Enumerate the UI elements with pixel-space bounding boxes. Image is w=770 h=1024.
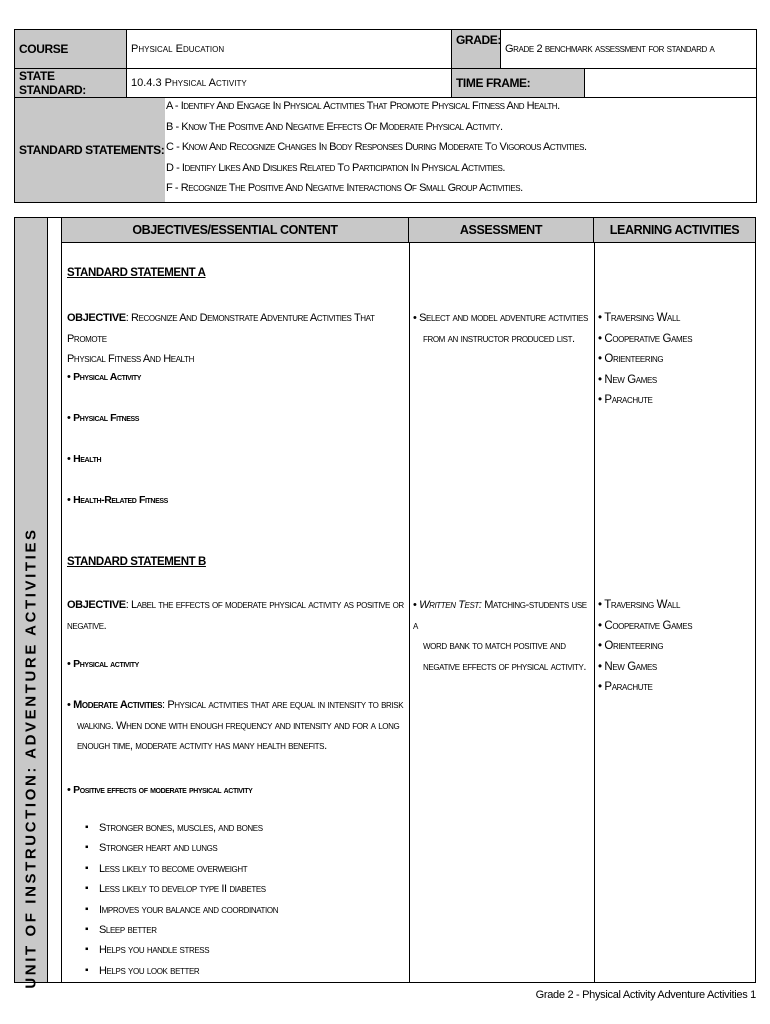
list-item: • Health bbox=[67, 453, 102, 465]
state-standard-label: STATE STANDARD: bbox=[15, 69, 127, 98]
unit-sidebar bbox=[15, 218, 48, 989]
assessment-column-header: ASSESSMENT bbox=[409, 218, 594, 243]
list-item: ▪ Helps you handle stress bbox=[99, 940, 278, 960]
list-item: ▪ Stronger bones, muscles, and bones bbox=[99, 818, 278, 838]
statement-f: F - Recognize The Positive And Negative Interactions Of Small Group Activities. bbox=[166, 182, 523, 194]
list-item: • New Games bbox=[598, 373, 657, 386]
course-value: Physical Education bbox=[127, 30, 452, 69]
list-item: ▪ Less likely to develop type II diabetes bbox=[99, 879, 278, 899]
list-item: ▪ Stronger heart and lungs bbox=[99, 838, 278, 858]
list-item: • Traversing Wall bbox=[598, 599, 681, 611]
list-item: • New Games bbox=[598, 660, 657, 673]
learning-activities-b bbox=[598, 595, 753, 698]
unit-of-instruction-label: UNIT OF INSTRUCTION: ADVENTURE ACTIVITIES bbox=[22, 527, 40, 989]
list-item: • Parachute bbox=[598, 681, 653, 693]
time-frame-value bbox=[585, 69, 757, 98]
assessment-a: • Select and model adventure activities from an instructor produced list. bbox=[413, 312, 588, 345]
list-item: • Cooperative Games bbox=[598, 619, 693, 632]
list-item: ▪ Less likely to become overweight bbox=[99, 859, 278, 879]
objective-b: OBJECTIVE: Label the effects of moderate physical activity as positive or negative. bbox=[67, 599, 404, 632]
list-item: • Orienteering bbox=[598, 353, 664, 365]
standard-statement-a-heading: STANDARD STATEMENT A bbox=[67, 267, 206, 279]
standard-statement-b-heading: STANDARD STATEMENT B bbox=[67, 556, 206, 568]
objective-a: OBJECTIVE: Recognize And Demonstrate Adventure Activities That Promote Physical Fitness And Health bbox=[67, 312, 375, 365]
time-frame-label: TIME FRAME: bbox=[452, 69, 585, 98]
objective-a-label: OBJECTIVE bbox=[67, 312, 126, 324]
learning-activities-column-header: LEARNING ACTIVITIES bbox=[594, 218, 755, 243]
list-item: • Physical Fitness bbox=[67, 412, 140, 424]
grade-value: Grade 2 benchmark assessment for standard a bbox=[501, 30, 757, 69]
positive-effects-heading: • Positive effects of moderate physical activity bbox=[67, 784, 253, 796]
list-item: • Traversing Wall bbox=[598, 312, 681, 324]
statement-c: C - Know And Recognize Changes In Body Responses During Moderate To Vigorous Activities. bbox=[166, 141, 587, 153]
objectives-column-header: OBJECTIVES/ESSENTIAL CONTENT bbox=[62, 218, 409, 243]
assessment-b: • Written Test: Matching-students use a word bank to match positive and negative effects of physical activity. bbox=[413, 599, 587, 673]
list-item: • Physical activity bbox=[67, 658, 139, 670]
objectives-column bbox=[67, 218, 407, 982]
objective-b-label: OBJECTIVE bbox=[67, 599, 126, 611]
grade-label: GRADE: bbox=[452, 30, 501, 69]
learning-activities-a bbox=[598, 308, 753, 411]
state-standard-value: 10.4.3 Physical Activity bbox=[127, 69, 452, 98]
list-item: ▪ Sleep better bbox=[99, 920, 278, 940]
list-item: • Physical Activity bbox=[67, 371, 141, 383]
statement-d: D - Identify Likes And Dislikes Related To Participation In Physical Activities. bbox=[166, 161, 505, 174]
statement-a: A - Identify And Engage In Physical Activities That Promote Physical Fitness And Health. bbox=[166, 100, 560, 112]
list-item: • Health-Related Fitness bbox=[67, 494, 168, 506]
course-label: COURSE bbox=[15, 30, 127, 69]
standard-statements-list bbox=[166, 96, 587, 199]
list-item: • Cooperative Games bbox=[598, 332, 693, 345]
standard-statements-label: STANDARD STATEMENTS: bbox=[19, 143, 165, 157]
page-footer: Grade 2 - Physical Activity Adventure Activities 1 bbox=[535, 989, 756, 1001]
statement-b: B - Know The Positive And Negative Effects Of Moderate Physical Activity. bbox=[166, 120, 503, 133]
moderate-activities-definition: • Moderate Activities: Physical activities that are equal in intensity to brisk walking. When done with enough frequency and intensity and for a long enough time, moderate activity has many health benefits. bbox=[67, 699, 404, 752]
curriculum-table bbox=[14, 217, 756, 989]
list-item: • Parachute bbox=[598, 394, 653, 406]
positive-effects-list bbox=[99, 818, 278, 981]
list-item: ▪ Improves your balance and coordination bbox=[99, 900, 278, 920]
list-item: • Orienteering bbox=[598, 640, 664, 652]
list-item: ▪ Helps you look better bbox=[99, 961, 278, 981]
